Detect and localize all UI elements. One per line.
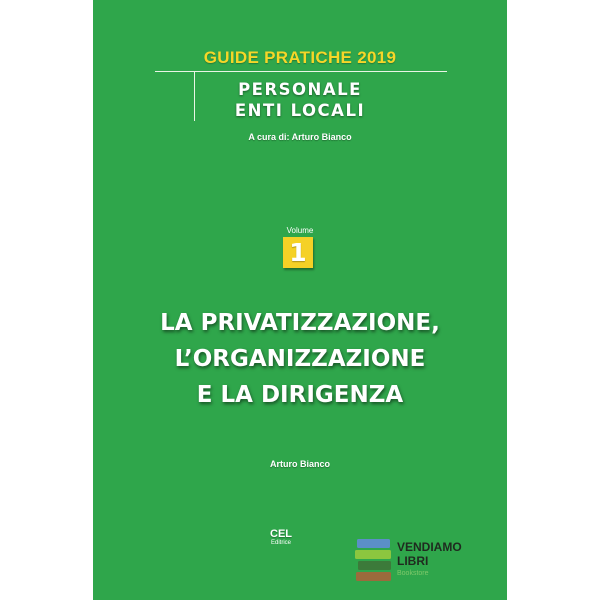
publisher-name: CEL xyxy=(270,528,292,540)
book-title-line2: L’ORGANIZZAZIONE xyxy=(174,346,426,372)
store-watermark xyxy=(355,537,475,597)
book-title-line3: E LA DIRIGENZA xyxy=(196,382,404,408)
volume-number-badge: 1 xyxy=(283,237,313,268)
book-title-line1: LA PRIVATIZZAZIONE, xyxy=(160,310,440,336)
stacked-books-icon xyxy=(355,537,395,587)
series-divider-horizontal xyxy=(155,71,447,72)
store-tagline: Bookstore xyxy=(397,570,429,577)
store-name-line2: LIBRI xyxy=(397,554,429,568)
publisher-logo xyxy=(261,528,301,547)
volume-label: Volume xyxy=(286,226,314,235)
publisher-note: Editrice xyxy=(270,540,291,546)
series-subtitle-line1: PERSONALE xyxy=(238,80,362,99)
author-name: Arturo Bianco xyxy=(269,459,330,469)
book-cover xyxy=(93,0,507,600)
curator-credit: A cura di: Arturo Bianco xyxy=(248,132,352,142)
series-subtitle-line2: ENTI LOCALI xyxy=(234,101,366,120)
store-name-line1: VENDIAMO xyxy=(397,540,462,554)
series-title: GUIDE PRATICHE 2019 xyxy=(203,48,397,67)
